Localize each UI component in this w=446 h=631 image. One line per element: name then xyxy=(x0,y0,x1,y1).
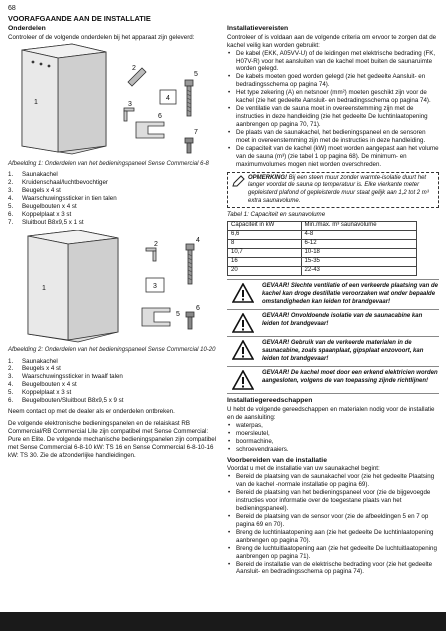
figure-2-caption: Afbeelding 2: Onderdelen van het bedieningspaneel Sense Commercial 10-20 xyxy=(8,346,216,353)
fig1-label-6: 6 xyxy=(158,112,162,120)
list-item: 3. Waarschuwingssticker in twaalf talen xyxy=(8,373,123,381)
fig1-label-4: 4 xyxy=(166,94,170,102)
fig2-label-5: 5 xyxy=(176,310,180,318)
voorbereiden-heading: Voorbereiden van de installatie xyxy=(227,456,327,464)
figure-2-parts xyxy=(8,230,218,346)
bracket-illustration xyxy=(124,108,134,121)
left-column xyxy=(8,23,218,460)
coupling-plate-illustration xyxy=(142,308,170,326)
warning-text: GEVAAR! Slechte ventilatie of een verkeerde plaatsing van de kachel kan droge destillatie veroorzaken wat onder bepaalde omstandigheden kan leiden tot brandgevaar! xyxy=(262,283,438,305)
table-row: 6,6 4-8 xyxy=(228,231,417,240)
lock-bolt-illustration xyxy=(185,138,193,153)
list-item: • Breng de luchtuitlaatopening aan (zie het gedeelte De luchtuitlaatopening aanbrengen op pagina 71). xyxy=(227,545,439,561)
table-row: 10,7 10-18 xyxy=(228,249,417,258)
fig2-label-6: 6 xyxy=(196,304,200,312)
warning-block xyxy=(227,309,439,336)
list-item: 4. Waarschuwingssticker in tien talen xyxy=(8,195,117,203)
list-item: • Bereid de plaatsing van de sensor voor (zie de afbeeldingen 5 en 7 op pagina 69 en 70). xyxy=(227,513,439,529)
voorbereiden-intro: Voordat u met de installatie van uw saunakachel begint: xyxy=(227,465,380,473)
list-item: • De capaciteit van de kachel (kW) moet worden aangepast aan het volume van de sauna (m³) (zie tabel 1 op pagina 68). De minimum- en maximumvolumes mogen niet worden overschreden. xyxy=(227,145,439,169)
list-item: • Bereid de plaatsing van de saunakachel voor (zie het gedeelte Plaatsing van de kachel -normale installatie op pagina 69). xyxy=(227,473,439,489)
list-item: • Breng de luchtinlaatopening aan (zie het gedeelte De luchtinlaatopening aanbrengen op pagina 70). xyxy=(227,529,439,545)
warning-text: GEVAAR! Gebruik van de verkeerde materialen in de saunacabine, zoals spaanplaat, gipsplaat enzovoort, kan leiden tot brandgevaar! xyxy=(262,340,424,362)
fig1-label-3: 3 xyxy=(128,100,132,108)
list-item: 4. Beugelbouten x 4 st xyxy=(8,381,77,389)
warning-block xyxy=(227,336,439,366)
bolt-illustration xyxy=(186,244,194,284)
right-column xyxy=(227,23,439,578)
list-item: • Het type zekering (A) en netsnoer (mm²) moeten geschikt zijn voor de kachel (zie het gedeelte Aansluit- en bedradingsschema op pagina 74). xyxy=(227,89,439,105)
figure-1-caption: Afbeelding 1: Onderdelen van het bedieningspaneel Sense Commercial 6-8 xyxy=(8,160,209,167)
note-label: OPMERKING! xyxy=(248,174,287,181)
footer-bar xyxy=(0,612,446,631)
list-item: • De ventilatie van de sauna moet in overeenstemming zijn met de instructies in deze handleiding (zie het gedeelte De luchtinlaatopening aanbrengen op pagina 70, 71). xyxy=(227,105,439,129)
contact-dealer-text: Neem contact op met de dealer als er onderdelen ontbreken. xyxy=(8,408,175,416)
list-item: 6. Koppelplaat x 3 st xyxy=(8,210,72,218)
capacity-table xyxy=(227,221,417,276)
list-item: 5. Koppelplaat x 3 st xyxy=(8,389,72,397)
table-row: 16 15-35 xyxy=(228,258,417,267)
list-item: • waterpas, xyxy=(227,422,439,430)
table-title: Tabel 1: Capaciteit en saunavolume xyxy=(227,211,326,219)
gereedschappen-intro: U hebt de volgende gereedschappen en materialen nodig voor de installatie en de aansluiting: xyxy=(227,405,435,421)
fig1-label-1: 1 xyxy=(34,98,38,106)
list-item: • Bereid de plaatsing van het bedieningspaneel voor (zie de bijgevoegde instructies voor informatie over de toegestane plaats van het bedieningspaneel). xyxy=(227,489,439,513)
fig2-label-3: 3 xyxy=(153,282,157,290)
list-item: 7. Sluitbout B8x9,5 x 1 st xyxy=(8,218,84,226)
list-item: 2. Beugels x 4 st xyxy=(8,365,61,373)
list-item: 5. Beugelbouten x 4 st xyxy=(8,203,77,211)
fig2-label-1: 1 xyxy=(42,284,46,292)
warning-icon xyxy=(232,313,254,333)
parts-list-2 xyxy=(8,358,218,406)
fig1-label-2: 2 xyxy=(132,64,136,72)
page-number: 68 xyxy=(8,5,16,12)
warning-text: GEVAAR! De kachel moet door een erkend elektricien worden aangesloten, volgens de van toepassing zijnde richtlijnen! xyxy=(262,370,438,384)
table-header-row: Capaciteit in kW Min./max. m³ saunavolume xyxy=(228,222,417,231)
figure-1-parts xyxy=(8,42,218,160)
warning-icon xyxy=(232,283,254,303)
warning-icon xyxy=(232,340,254,360)
table-row: 8 6-12 xyxy=(228,240,417,249)
note-box xyxy=(227,172,439,209)
parts-list-1 xyxy=(8,171,218,227)
fig2-label-2: 2 xyxy=(154,240,158,248)
list-item: • Bereid de installatie van de elektrische bedrading voor (zie het gedeelte Aansluit- en bedradingsschema op pagina 74). xyxy=(227,561,439,577)
warning-text: GEVAAR! Onvoldoende isolatie van de saunacabine kan leiden tot brandgevaar! xyxy=(262,313,423,327)
bracket-illustration xyxy=(146,248,156,261)
onderdelen-heading: Onderdelen xyxy=(8,25,46,32)
list-item: • moersleutel, xyxy=(227,430,439,438)
fig1-label-5: 5 xyxy=(194,70,198,78)
vereisten-heading: Installatievereisten xyxy=(227,25,289,32)
warning-block xyxy=(227,279,439,309)
list-item: 1. Saunakachel xyxy=(8,357,58,365)
herb-bowl-illustration xyxy=(128,68,146,86)
fig1-label-7: 7 xyxy=(194,128,198,136)
list-item: 3. Beugels x 4 st xyxy=(8,187,61,195)
bolt-illustration xyxy=(185,80,193,116)
list-item: • boormachine, xyxy=(227,438,439,446)
section-heading: VOORAFGAANDE AAN DE INSTALLATIE xyxy=(8,14,151,23)
table-row: 20 22-43 xyxy=(228,267,417,276)
list-item: 1. Saunakachel xyxy=(8,171,58,179)
pencil-icon xyxy=(231,175,245,188)
coupling-plate-illustration xyxy=(136,122,164,138)
vereisten-list xyxy=(227,50,439,169)
lock-bolt-illustration xyxy=(186,312,194,329)
list-item: • De kabel (EKK, A05VV-U) of de leidingen met elektrische bedrading (FK, H07V-R) voor het aansluiten van de kachel moet buiten de saunaruimte worden gelegd. xyxy=(227,50,439,74)
gereedschappen-list xyxy=(227,422,439,454)
voorbereiden-list xyxy=(227,473,439,576)
list-item: • schroevendraaiers. xyxy=(227,446,439,454)
list-item: 2. Kruidenschaal/luchtbevochtiger xyxy=(8,179,108,187)
list-item: • De plaats van de saunakachel, het bedieningspaneel en de sensoren moet in overeenstemming zijn met de instructies in deze handleiding. xyxy=(227,129,439,145)
list-item: • De kabels moeten goed worden gelegd (zie het gedeelte Aansluit- en bedradingsschema op pagina 74). xyxy=(227,73,439,89)
vereisten-intro: Controleer of is voldaan aan de volgende criteria om ervoor te zorgen dat de kachel veilig kan worden gebruikt: xyxy=(227,33,437,49)
gereedschappen-heading: Installatiegereedschappen xyxy=(227,397,313,405)
list-item: 6. Beugelbouten/Sluitbout B8x9,5 x 9 st xyxy=(8,397,124,405)
onderdelen-intro: Controleer of de volgende onderdelen bij het apparaat zijn geleverd: xyxy=(8,33,195,41)
warning-icon xyxy=(232,370,254,390)
compatibility-text: De volgende elektronische bedieningspanelen en de relaiskast RB Commercial/RB Commercial Lite zijn compatibel met Sense Commercial: Pure en Elite. De volgende mechanische bedieningspanelen zijn compatibel met Sense Commercial 6-8-10 kW: TS 16 en Sense Commercial 6-8-10-16 kW: TS 30. Zie de afzonderlijke handleidingen. xyxy=(8,420,217,459)
warning-block xyxy=(227,366,439,394)
fig2-label-4: 4 xyxy=(196,236,200,244)
note-text: Bij een steen muur zonder warmte-isolatie duurt het langer voordat de sauna op temperatuur is. Elke vierkante meter gepleisterd plafond of gepleisterde muur staat gelijk aan 1,2 tot 2 m³ extra saunavolume. xyxy=(248,174,429,204)
